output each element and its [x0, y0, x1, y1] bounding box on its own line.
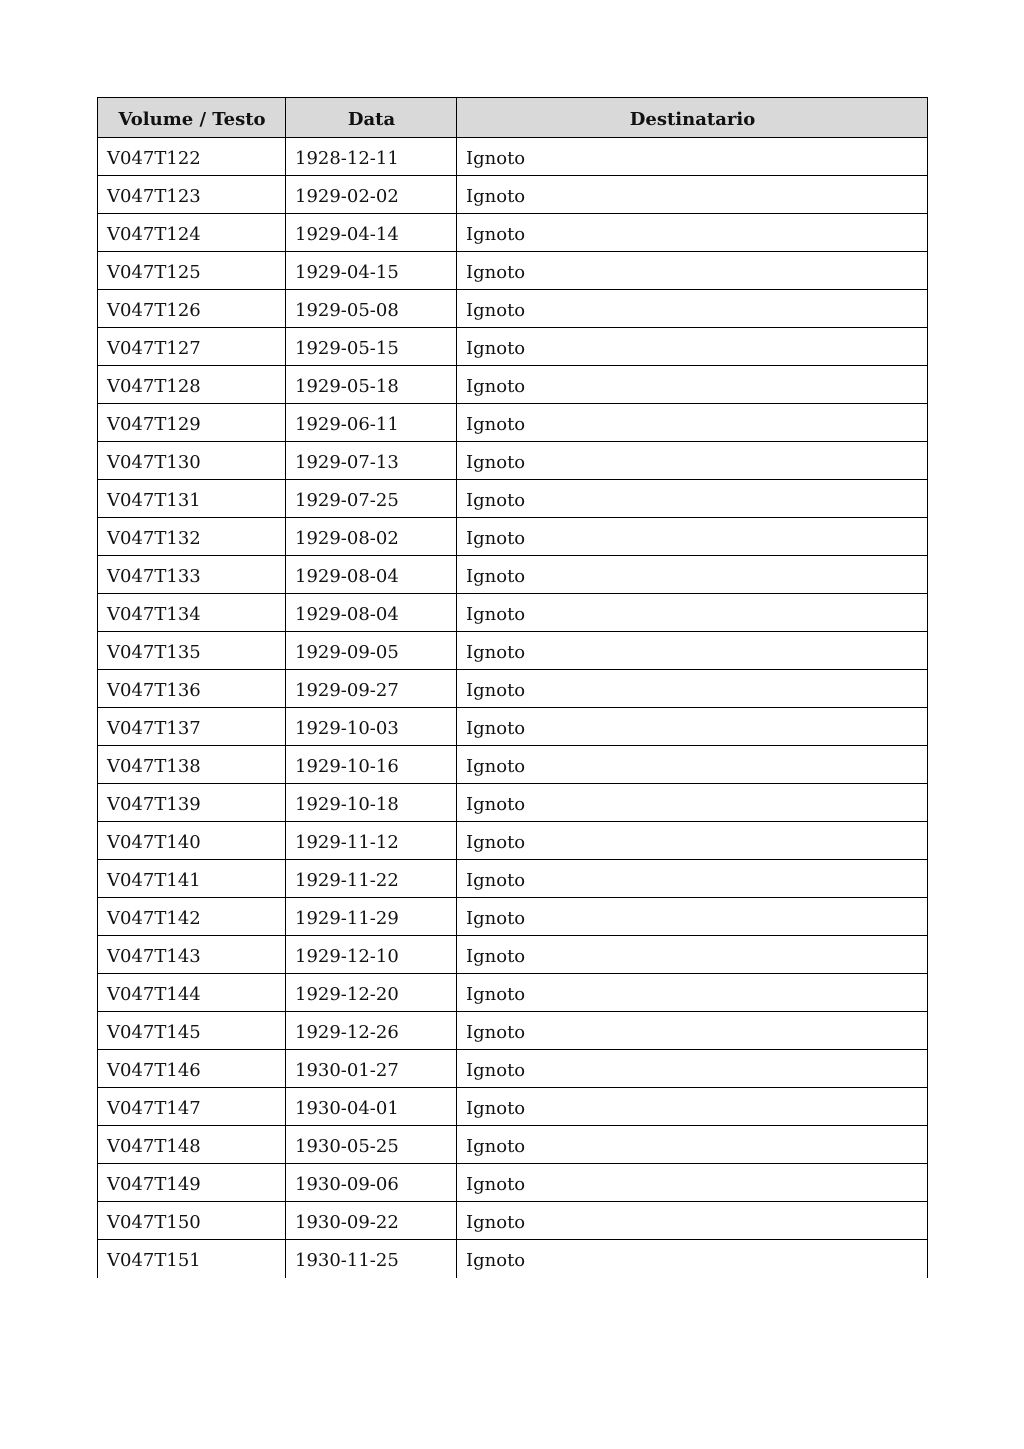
cell-data: 1929-04-15 [286, 252, 457, 290]
table-row [98, 328, 928, 366]
cell-volume-testo: V047T139 [98, 784, 286, 822]
table-row [98, 480, 928, 518]
cell-data: 1929-05-15 [286, 328, 457, 366]
table-row [98, 670, 928, 708]
cell-volume-testo: V047T143 [98, 936, 286, 974]
cell-destinatario: Ignoto [457, 480, 928, 518]
cell-destinatario: Ignoto [457, 746, 928, 784]
cell-destinatario: Ignoto [457, 1164, 928, 1202]
cell-destinatario: Ignoto [457, 670, 928, 708]
cell-data: 1930-09-22 [286, 1202, 457, 1240]
cell-destinatario: Ignoto [457, 442, 928, 480]
cell-destinatario: Ignoto [457, 974, 928, 1012]
cell-volume-testo: V047T123 [98, 176, 286, 214]
cell-destinatario: Ignoto [457, 1202, 928, 1240]
cell-data: 1929-11-22 [286, 860, 457, 898]
cell-data: 1929-09-27 [286, 670, 457, 708]
cell-volume-testo: V047T124 [98, 214, 286, 252]
cell-destinatario: Ignoto [457, 214, 928, 252]
cell-data: 1929-07-25 [286, 480, 457, 518]
cell-volume-testo: V047T132 [98, 518, 286, 556]
table-row [98, 176, 928, 214]
cell-destinatario: Ignoto [457, 1240, 928, 1278]
cell-destinatario: Ignoto [457, 632, 928, 670]
cell-destinatario: Ignoto [457, 328, 928, 366]
cell-data: 1928-12-11 [286, 138, 457, 176]
table-row [98, 252, 928, 290]
table-row [98, 366, 928, 404]
cell-volume-testo: V047T129 [98, 404, 286, 442]
cell-data: 1929-05-08 [286, 290, 457, 328]
cell-data: 1929-08-02 [286, 518, 457, 556]
cell-destinatario: Ignoto [457, 1126, 928, 1164]
table-row [98, 404, 928, 442]
cell-destinatario: Ignoto [457, 1050, 928, 1088]
cell-data: 1929-04-14 [286, 214, 457, 252]
cell-data: 1929-05-18 [286, 366, 457, 404]
cell-volume-testo: V047T134 [98, 594, 286, 632]
cell-destinatario: Ignoto [457, 898, 928, 936]
table-row [98, 936, 928, 974]
cell-volume-testo: V047T137 [98, 708, 286, 746]
cell-data: 1929-12-10 [286, 936, 457, 974]
cell-data: 1929-02-02 [286, 176, 457, 214]
table-row [98, 1202, 928, 1240]
cell-data: 1930-05-25 [286, 1126, 457, 1164]
table-row [98, 1126, 928, 1164]
cell-volume-testo: V047T131 [98, 480, 286, 518]
cell-destinatario: Ignoto [457, 784, 928, 822]
cell-destinatario: Ignoto [457, 860, 928, 898]
table-row [98, 974, 928, 1012]
table-row [98, 822, 928, 860]
cell-data: 1929-08-04 [286, 594, 457, 632]
cell-destinatario: Ignoto [457, 556, 928, 594]
cell-volume-testo: V047T122 [98, 138, 286, 176]
cell-destinatario: Ignoto [457, 366, 928, 404]
cell-destinatario: Ignoto [457, 1012, 928, 1050]
cell-destinatario: Ignoto [457, 822, 928, 860]
cell-destinatario: Ignoto [457, 708, 928, 746]
cell-volume-testo: V047T127 [98, 328, 286, 366]
letters-table [97, 97, 928, 1278]
cell-data: 1929-10-18 [286, 784, 457, 822]
cell-destinatario: Ignoto [457, 404, 928, 442]
cell-volume-testo: V047T148 [98, 1126, 286, 1164]
cell-data: 1929-10-03 [286, 708, 457, 746]
table-row [98, 746, 928, 784]
table-row [98, 1164, 928, 1202]
cell-destinatario: Ignoto [457, 594, 928, 632]
cell-destinatario: Ignoto [457, 138, 928, 176]
cell-destinatario: Ignoto [457, 936, 928, 974]
cell-destinatario: Ignoto [457, 176, 928, 214]
table-row [98, 1240, 928, 1278]
table-row [98, 1012, 928, 1050]
table-row [98, 898, 928, 936]
cell-data: 1929-12-20 [286, 974, 457, 1012]
table-row [98, 442, 928, 480]
table-body [98, 138, 928, 1278]
cell-data: 1929-06-11 [286, 404, 457, 442]
table-row [98, 708, 928, 746]
table-row [98, 138, 928, 176]
cell-volume-testo: V047T144 [98, 974, 286, 1012]
cell-destinatario: Ignoto [457, 290, 928, 328]
cell-volume-testo: V047T146 [98, 1050, 286, 1088]
column-header-data: Data [286, 98, 457, 138]
cell-volume-testo: V047T128 [98, 366, 286, 404]
cell-data: 1930-11-25 [286, 1240, 457, 1278]
cell-data: 1929-08-04 [286, 556, 457, 594]
cell-data: 1930-09-06 [286, 1164, 457, 1202]
cell-volume-testo: V047T141 [98, 860, 286, 898]
table-row [98, 1050, 928, 1088]
cell-volume-testo: V047T138 [98, 746, 286, 784]
table-row [98, 594, 928, 632]
table-row [98, 860, 928, 898]
cell-volume-testo: V047T151 [98, 1240, 286, 1278]
cell-destinatario: Ignoto [457, 252, 928, 290]
table-row [98, 290, 928, 328]
cell-data: 1929-11-12 [286, 822, 457, 860]
cell-data: 1929-10-16 [286, 746, 457, 784]
column-header-destinatario: Destinatario [457, 98, 928, 138]
cell-data: 1929-09-05 [286, 632, 457, 670]
cell-volume-testo: V047T140 [98, 822, 286, 860]
cell-volume-testo: V047T133 [98, 556, 286, 594]
header-row [98, 98, 928, 138]
table-row [98, 518, 928, 556]
cell-data: 1929-11-29 [286, 898, 457, 936]
cell-volume-testo: V047T125 [98, 252, 286, 290]
table-row [98, 784, 928, 822]
table-row [98, 632, 928, 670]
column-header-volume-testo: Volume / Testo [98, 98, 286, 138]
cell-volume-testo: V047T135 [98, 632, 286, 670]
cell-volume-testo: V047T145 [98, 1012, 286, 1050]
cell-volume-testo: V047T150 [98, 1202, 286, 1240]
cell-volume-testo: V047T147 [98, 1088, 286, 1126]
table-row [98, 556, 928, 594]
cell-volume-testo: V047T126 [98, 290, 286, 328]
cell-volume-testo: V047T149 [98, 1164, 286, 1202]
cell-data: 1929-07-13 [286, 442, 457, 480]
cell-volume-testo: V047T142 [98, 898, 286, 936]
table-row [98, 214, 928, 252]
cell-destinatario: Ignoto [457, 518, 928, 556]
table-header [98, 98, 928, 138]
table-row [98, 1088, 928, 1126]
cell-data: 1930-01-27 [286, 1050, 457, 1088]
cell-volume-testo: V047T130 [98, 442, 286, 480]
cell-data: 1930-04-01 [286, 1088, 457, 1126]
cell-destinatario: Ignoto [457, 1088, 928, 1126]
cell-volume-testo: V047T136 [98, 670, 286, 708]
cell-data: 1929-12-26 [286, 1012, 457, 1050]
